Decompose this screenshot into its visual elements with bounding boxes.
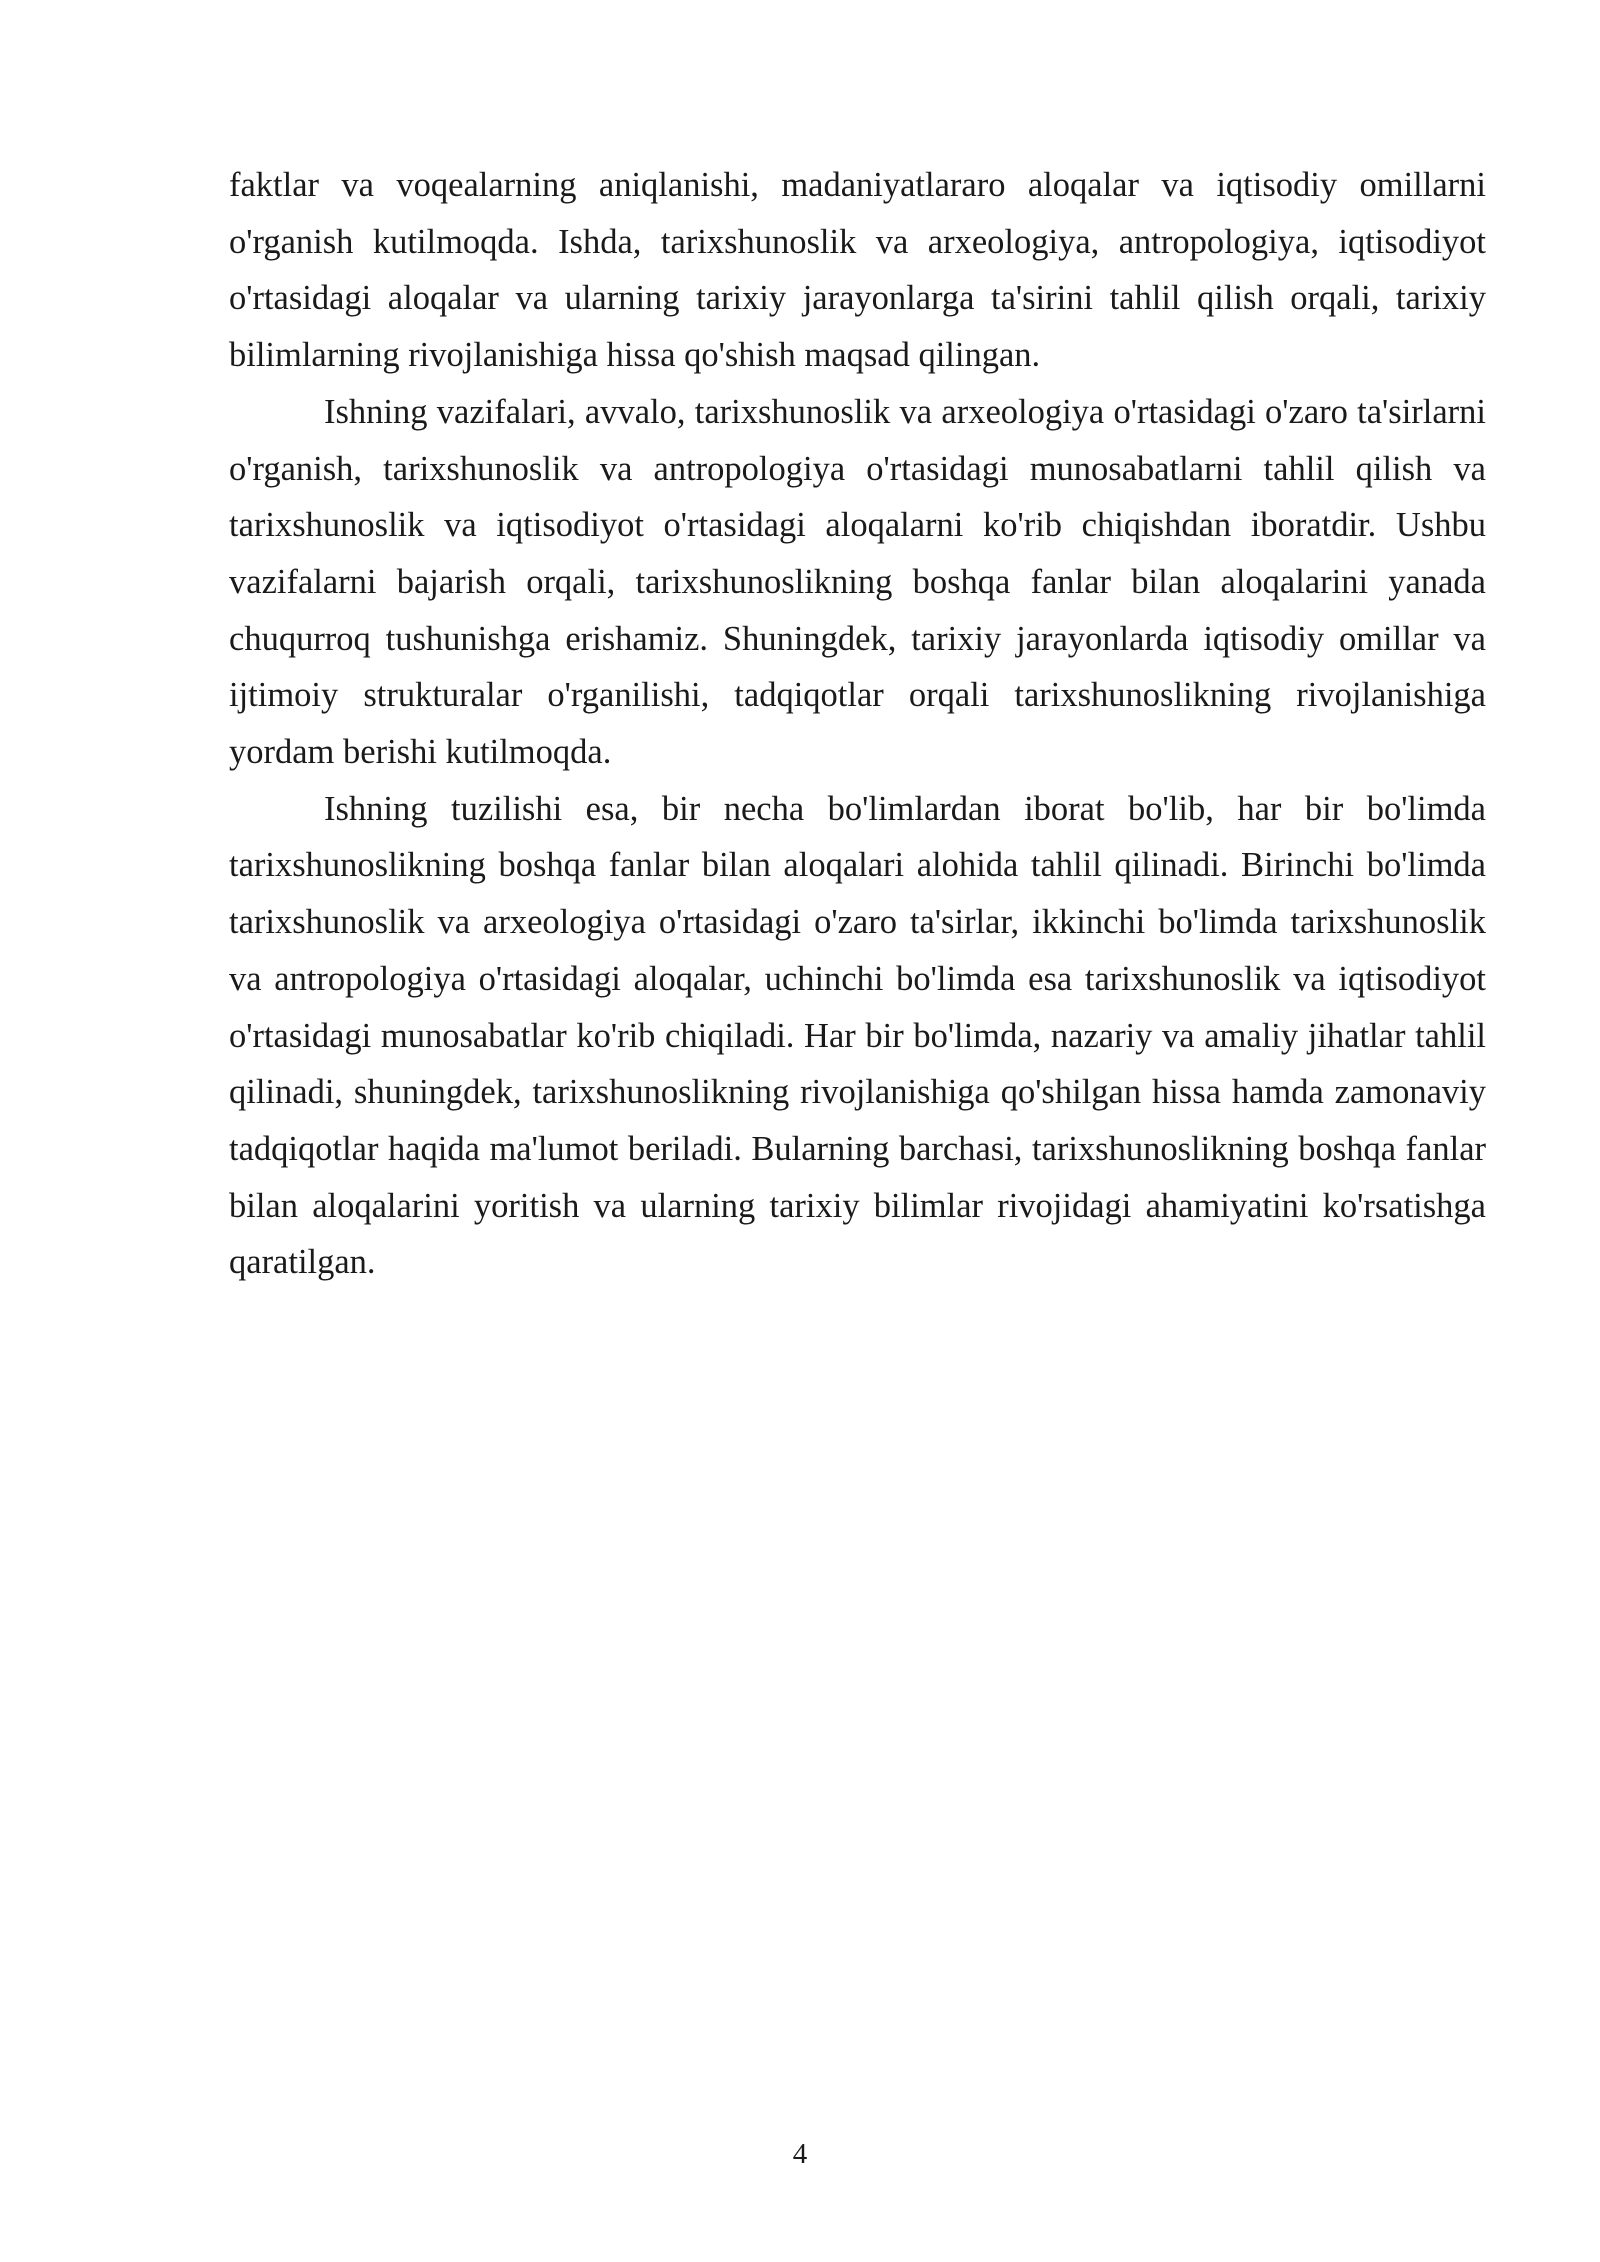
page-number: 4 [792,2138,808,2170]
paragraph-structure: Ishning tuzilishi esa, bir necha bo'limlardan iborat bo'lib, har bir bo'limda tarixshunoslikning boshqa fanlar bilan aloqalari alohida tahlil qilinadi. Birinchi bo'limda tarixshunoslik va arxeologiya o'rtasidagi o'zaro ta'sirlar, ikkinchi bo'limda tarixshunoslik va antropologiya o'rtasidagi aloqalar, uchinchi bo'limda esa tarixshunoslik va iqtisodiyot o'rtasidagi munosabatlar ko'rib chiqiladi. Har bir bo'limda, nazariy va amaliy jihatlar tahlil qilinadi, shuningdek, tarixshunoslikning rivojlanishiga qo'shilgan hissa hamda zamonaviy tadqiqotlar haqida ma'lumot beriladi. Bularning barchasi, tarixshunoslikning boshqa fanlar bilan aloqalarini yoritish va ularning tarixiy bilimlar rivojidagi ahamiyatini ko'rsatishga qaratilgan. [229,789,1486,1282]
body-text [229,157,1486,1291]
paragraph-continuation: faktlar va voqealarning aniqlanishi, madaniyatlararo aloqalar va iqtisodiy omillarni o'rganish kutilmoqda. Ishda, tarixshunoslik va arxeologiya, antropologiya, iqtisodiyot o'rtasidagi aloqalar va ularning tarixiy jarayonlarga ta'sirini tahlil qilish orqali, tarixiy bilimlarning rivojlanishiga hissa qo'shish maqsad qilingan. [229,166,1486,375]
paragraph-tasks: Ishning vazifalari, avvalo, tarixshunoslik va arxeologiya o'rtasidagi o'zaro ta'sirlarni o'rganish, tarixshunoslik va antropologiya o'rtasidagi munosabatlarni tahlil qilish va tarixshunoslik va iqtisodiyot o'rtasidagi aloqalarni ko'rib chiqishdan iboratdir. Ushbu vazifalarni bajarish orqali, tarixshunoslikning boshqa fanlar bilan aloqalarini yanada chuqurroq tushunishga erishamiz. Shuningdek, tarixiy jarayonlarda iqtisodiy omillar va ijtimoiy strukturalar o'rganilishi, tadqiqotlar orqali tarixshunoslikning rivojlanishiga yordam berishi kutilmoqda. [229,392,1486,772]
